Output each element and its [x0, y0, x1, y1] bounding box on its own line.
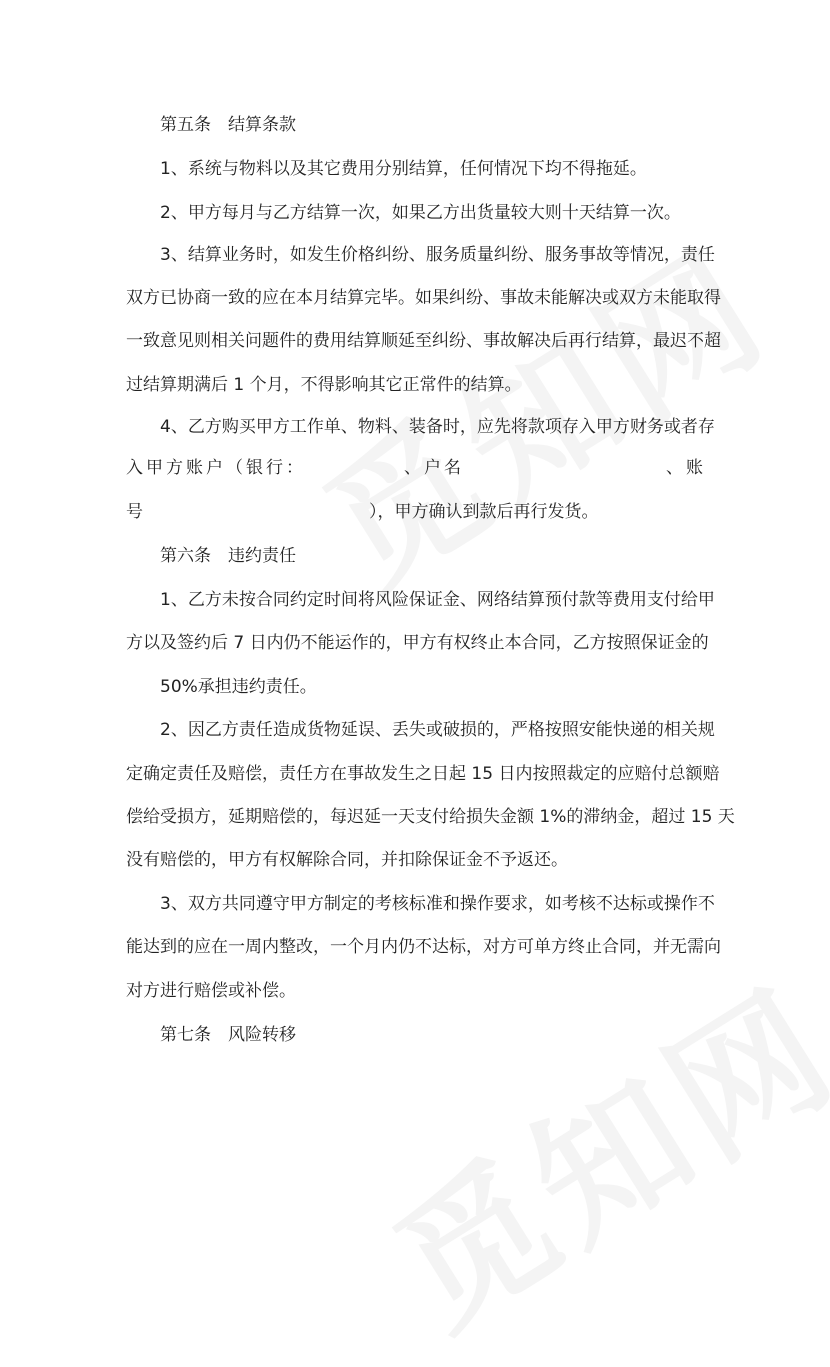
article6-item1-line: 1、乙方未按合同约定时间将风险保证金、网络结算预付款等费用支付给甲 — [160, 590, 715, 610]
article5-item2: 2、甲方每月与乙方结算一次，如果乙方出货量较大则十天结算一次。 — [160, 203, 681, 223]
article5-item4-tail: ），甲方确认到款后再行发货。 — [369, 502, 599, 522]
article6-item2-line: 偿给受损方，延期赔偿的，每迟延一天支付给损失金额 1%的滞纳金，超过 15 天 — [126, 807, 735, 827]
article6-item2-line: 定确定责任及赔偿，责任方在事故发生之日起 15 日内按照裁定的应赔付总额赔 — [126, 764, 720, 784]
article6-item3-line: 3、双方共同遵守甲方制定的考核标准和操作要求，如考核不达标或操作不 — [160, 894, 715, 914]
article6-item3-line: 能达到的应在一周内整改，一个月内仍不达标，对方可单方终止合同，并无需向 — [126, 937, 721, 957]
article5-item1: 1、系统与物料以及其它费用分别结算，任何情况下均不得拖延。 — [160, 159, 647, 179]
article6-heading: 第六条 违约责任 — [160, 546, 296, 566]
article5-item3-line: 双方已协商一致的应在本月结算完毕。如果纠纷、事故未能解决或双方未能取得 — [126, 288, 721, 308]
article5-item3-line: 一致意见则相关问题件的费用结算顺延至纠纷、事故解决后再行结算，最迟不超 — [126, 331, 721, 351]
account-name-label: 、户名 — [404, 458, 464, 478]
article5-item3-line: 过结算期满后 1 个月，不得影响其它正常件的结算。 — [126, 375, 522, 395]
article6-item1-line: 方以及签约后 7 日内仍不能运作的，甲方有权终止本合同，乙方按照保证金的 — [126, 633, 709, 653]
article5-item4-account-row — [126, 456, 704, 480]
article6-item2-line: 没有赔偿的，甲方有权解除合同，并扣除保证金不予返还。 — [126, 850, 568, 870]
article6-item1-line: 50%承担违约责任。 — [160, 677, 317, 697]
account-number-label-cont: 号 — [126, 502, 143, 522]
article7-heading: 第七条 风险转移 — [160, 1025, 296, 1045]
article6-item2-line: 2、因乙方责任造成货物延误、丢失或破损的，严格按照安能快递的相关规 — [160, 720, 715, 740]
account-number-label: 、账 — [666, 458, 706, 478]
article5-item4-line: 4、乙方购买甲方工作单、物料、装备时，应先将款项存入甲方财务或者存 — [160, 417, 715, 437]
article5-heading: 第五条 结算条款 — [160, 115, 296, 135]
watermark — [349, 929, 830, 1367]
bank-label: 入甲方账户（银行： — [126, 458, 306, 478]
article6-item3-line: 对方进行赔偿或补偿。 — [126, 981, 296, 1001]
article5-item3-line: 3、结算业务时，如发生价格纠纷、服务质量纠纷、服务事故等情况，责任 — [160, 245, 715, 265]
